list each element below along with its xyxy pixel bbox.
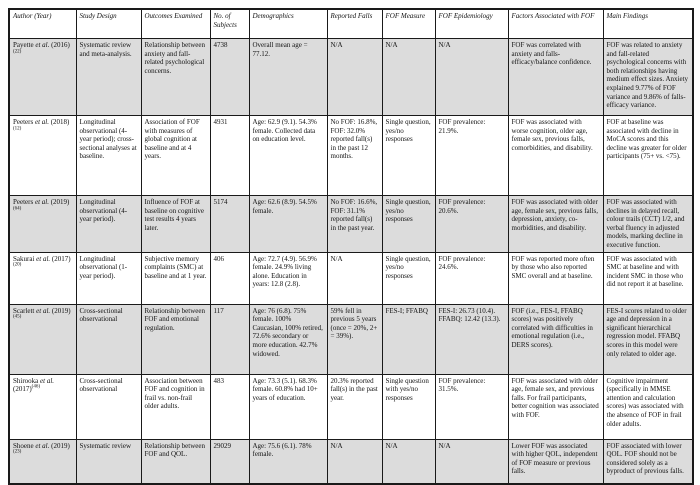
cell-outcomes: Influence of FOF at baseline on cognitive test results 4 years later.: [141, 196, 210, 253]
reference-superscript: (23): [13, 449, 22, 455]
cell-design: Systematic review and meta-analysis.: [76, 39, 141, 116]
cell-measure: Single question, yes/no responses: [382, 196, 435, 253]
table-row: [9, 196, 693, 253]
review-table: [8, 8, 694, 485]
cell-findings: FOF was associated with SMC at baseline and with incident SMC in those who did not report it at baseline.: [603, 252, 693, 304]
author-year: (2019): [48, 198, 70, 206]
table-row: [9, 252, 693, 304]
col-header-demographics: Demographics: [249, 9, 327, 39]
cell-factors: FOF was associated with older age, female sex, previous falls, depression, anxiety, co-morbidities, and disability.: [508, 196, 603, 253]
cell-design: Longitudinal observational (1-year period).: [76, 252, 141, 304]
cell-design: Cross-sectional observational: [76, 374, 141, 439]
author-name: Scarlett: [13, 306, 37, 315]
cell-subjects: 5174: [210, 196, 249, 253]
cell-subjects: 406: [210, 252, 249, 304]
cell-findings: FOF associated with lower QOL. FOF should not be considered solely as a byproduct of previous falls.: [603, 439, 693, 484]
cell-findings: Cognitive impairment (specifically in MMSE attention and calculation scores) was associated with the absence of FOF in frail older adults.: [603, 374, 693, 439]
cell-demographics: Age: 73.3 (5.1). 68.3% female. 60.8% had 10+ years of education.: [249, 374, 327, 439]
cell-measure: Single question, yes/no responses: [382, 116, 435, 196]
table-row: [9, 39, 693, 116]
table-row: [9, 439, 693, 484]
author-etal: et al.: [35, 41, 50, 49]
col-header-falls: Reported Falls: [327, 9, 382, 39]
cell-subjects: 4931: [210, 116, 249, 196]
cell-demographics: Age: 62.6 (8.9). 54.5% female.: [249, 196, 327, 253]
table-body: [9, 39, 693, 485]
author-year: (2017): [13, 385, 32, 394]
cell-design: Systematic review: [76, 439, 141, 484]
cell-epidemiology: FES-I: 26.73 (10.4). FFABQ: 12.42 (13.3).: [435, 304, 508, 374]
col-header-subjects: No. of Subjects: [210, 9, 249, 39]
cell-demographics: Age: 75.6 (6.1). 78% female.: [249, 439, 327, 484]
cell-measure: N/A: [382, 439, 435, 484]
author-etal: et al.: [34, 118, 49, 126]
reference-superscript: (46): [31, 384, 41, 390]
cell-outcomes: Association of FOF with measures of global cognition at baseline and at 4 years.: [141, 116, 210, 196]
cell-author: [9, 252, 76, 304]
cell-factors: FOF (i.e., FES-I, FFABQ scores) was positively correlated with difficulties in emotional regulation (i.e., DERS scores).: [508, 304, 603, 374]
header-row: [9, 9, 693, 39]
author-etal: et al.: [40, 376, 55, 385]
cell-findings: FES-I scores related to older age and depression in a significant hierarchical regression model. FFABQ scores in this model were only related to older age.: [603, 304, 693, 374]
author-year: (2019): [50, 306, 71, 315]
cell-epidemiology: FOF prevalence: 20.6%.: [435, 196, 508, 253]
cell-subjects: 29029: [210, 439, 249, 484]
cell-subjects: 117: [210, 304, 249, 374]
cell-demographics: Age: 62.9 (9.1). 54.3% female. Collected data on education level.: [249, 116, 327, 196]
col-header-findings: Main Findings: [603, 9, 693, 39]
cell-falls: 20.3% reported fall(s) in the past year.: [327, 374, 382, 439]
cell-design: Cross-sectional observational: [76, 304, 141, 374]
author-name: Peeters: [13, 198, 35, 206]
author-etal: et al.: [36, 306, 51, 315]
cell-falls: No FOF: 16.8%, FOF: 32.0% reported fall(s) in the past 12 months.: [327, 116, 382, 196]
cell-epidemiology: N/A: [435, 39, 508, 116]
author-name: Sakurai: [13, 254, 37, 263]
author-etal: et al.: [34, 198, 49, 206]
cell-findings: FOF was associated with declines in delayed recall, colour trails (CCT) 1/2, and verbal fluency in adjusted models, marking decline in executive function.: [603, 196, 693, 253]
cell-author: [9, 374, 76, 439]
col-header-author: Author (Year): [9, 9, 76, 39]
author-name: Peeters: [13, 118, 35, 126]
cell-epidemiology: FOF prevalence: 24.6%.: [435, 252, 508, 304]
cell-outcomes: Relationship between FOF and QOL.: [141, 439, 210, 484]
cell-outcomes: Subjective memory complaints (SMC) at baseline and at 1 year.: [141, 252, 210, 304]
cell-falls: N/A: [327, 252, 382, 304]
reference-superscript: (22): [13, 49, 22, 55]
col-header-outcomes: Outcomes Examined: [141, 9, 210, 39]
cell-demographics: Age: 76 (6.8). 75% female. 100% Caucasian, 100% retired, 72.6% secondary or more education. 42.7% widowed.: [249, 304, 327, 374]
author-year: (2018): [48, 118, 70, 126]
reference-superscript: (45): [13, 314, 22, 320]
reference-superscript: (64): [13, 206, 22, 212]
reference-superscript: (20): [13, 262, 22, 268]
cell-findings: FOF at baseline was associated with decline in MoCA scores and this decline was greater for older participants (75+ vs. <75).: [603, 116, 693, 196]
cell-epidemiology: N/A: [435, 439, 508, 484]
author-year: (2019): [49, 441, 70, 450]
cell-measure: FES-I; FFABQ: [382, 304, 435, 374]
cell-measure: Single question with yes/no responses: [382, 374, 435, 439]
col-header-design: Study Design: [76, 9, 141, 39]
cell-measure: Single question, yes/no responses: [382, 252, 435, 304]
col-header-measure: FOF Measure: [382, 9, 435, 39]
cell-factors: Lower FOF was associated with higher QOL, independent of FOF measure or previous falls.: [508, 439, 603, 484]
cell-falls: N/A: [327, 439, 382, 484]
cell-findings: FOF was related to anxiety and fall-related psychological concerns with both relationships having medium effect sizes. Anxiety explained 9.77% of FOF variance and 9.86% of falls-efficacy variance.: [603, 39, 693, 116]
cell-measure: N/A: [382, 39, 435, 116]
author-etal: et al.: [36, 254, 51, 263]
table-row: [9, 116, 693, 196]
cell-falls: No FOF: 16.6%, FOF: 31.1% reported fall(s) in the past year.: [327, 196, 382, 253]
cell-falls: 59% fell in previous 5 years (once = 20%, 2+ = 39%).: [327, 304, 382, 374]
cell-author: [9, 304, 76, 374]
col-header-epidemiology: FOF Epidemiology: [435, 9, 508, 39]
table-header: [9, 9, 693, 39]
author-year: (2017): [50, 254, 71, 263]
cell-factors: FOF was associated with older age, female sex, and previous falls. For frail participants, better cognition was associated with FOF.: [508, 374, 603, 439]
col-header-factors: Factors Associated with FOF: [508, 9, 603, 39]
cell-falls: N/A: [327, 39, 382, 116]
cell-author: [9, 116, 76, 196]
table-row: [9, 374, 693, 439]
author-name: Shoene: [13, 441, 36, 450]
cell-demographics: Overall mean age = 77.12.: [249, 39, 327, 116]
cell-demographics: Age: 72.7 (4.9). 56.9% female. 24.9% living alone. Education in years: 12.8 (2.8).: [249, 252, 327, 304]
cell-outcomes: Relationship between anxiety and fall-related psychological concerns.: [141, 39, 210, 116]
cell-subjects: 483: [210, 374, 249, 439]
cell-design: Longitudinal observational (4-year period).: [76, 196, 141, 253]
author-year: (2016): [49, 41, 70, 49]
cell-factors: FOF was reported more often by those who also reported SMC overall and at baseline.: [508, 252, 603, 304]
cell-author: [9, 196, 76, 253]
cell-factors: FOF was associated with worse cognition, older age, female sex, previous falls, comorbidities, and disability.: [508, 116, 603, 196]
cell-design: Longitudinal observational (4-year period); cross-sectional analyses at baseline.: [76, 116, 141, 196]
cell-outcomes: Relationship between FOF and emotional regulation.: [141, 304, 210, 374]
cell-author: [9, 39, 76, 116]
cell-author: [9, 439, 76, 484]
author-name: Payette: [13, 41, 36, 49]
table-row: [9, 304, 693, 374]
cell-epidemiology: FOF prevalence: 21.9%.: [435, 116, 508, 196]
author-etal: et al.: [35, 441, 50, 450]
reference-superscript: (12): [13, 126, 22, 132]
cell-outcomes: Association between FOF and cognition in frail vs. non-frail older adults.: [141, 374, 210, 439]
author-name: Shirooka: [13, 376, 41, 385]
cell-subjects: 4738: [210, 39, 249, 116]
cell-epidemiology: FOF prevalence: 31.5%.: [435, 374, 508, 439]
cell-factors: FOF was correlated with anxiety and falls-efficacy/balance confidence.: [508, 39, 603, 116]
